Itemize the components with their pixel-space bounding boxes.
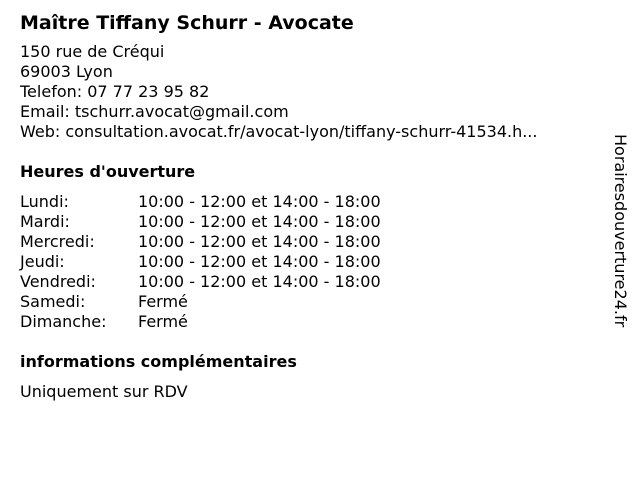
day-hours: Fermé [138, 292, 188, 311]
day-hours: 10:00 - 12:00 et 14:00 - 18:00 [138, 272, 381, 291]
page-title: Maître Tiffany Schurr - Avocate [20, 12, 354, 34]
additional-info-text: Uniquement sur RDV [20, 382, 188, 401]
day-label: Jeudi: [20, 252, 65, 271]
opening-hours-table [20, 192, 610, 332]
hours-row-monday [20, 192, 610, 212]
day-hours: Fermé [138, 312, 188, 331]
hours-row-thursday [20, 252, 610, 272]
web-label: Web: [20, 122, 61, 141]
business-card [20, 10, 610, 402]
phone-number[interactable]: 07 77 23 95 82 [87, 82, 210, 101]
hours-row-sunday [20, 312, 610, 332]
hours-row-tuesday [20, 212, 610, 232]
day-label: Mardi: [20, 212, 70, 231]
day-label: Vendredi: [20, 272, 96, 291]
phone-line [20, 82, 610, 102]
day-hours: 10:00 - 12:00 et 14:00 - 18:00 [138, 232, 381, 251]
phone-label: Telefon: [20, 82, 83, 101]
day-label: Mercredi: [20, 232, 95, 251]
hours-row-friday [20, 272, 610, 292]
web-line [20, 122, 592, 142]
address-street: 150 rue de Créqui [20, 42, 165, 61]
hours-row-wednesday [20, 232, 610, 252]
opening-hours-heading: Heures d'ouverture [20, 162, 196, 181]
address-city: 69003 Lyon [20, 62, 113, 81]
day-label: Dimanche: [20, 312, 107, 331]
day-label: Samedi: [20, 292, 86, 311]
email-link[interactable]: tschurr.avocat@gmail.com [74, 102, 289, 121]
day-label: Lundi: [20, 192, 69, 211]
day-hours: 10:00 - 12:00 et 14:00 - 18:00 [138, 252, 381, 271]
email-label: Email: [20, 102, 70, 121]
day-hours: 10:00 - 12:00 et 14:00 - 18:00 [138, 212, 381, 231]
web-link[interactable]: consultation.avocat.fr/avocat-lyon/tiffany-schurr-41534.h... [65, 122, 538, 141]
hours-row-saturday [20, 292, 610, 312]
day-hours: 10:00 - 12:00 et 14:00 - 18:00 [138, 192, 381, 211]
email-line [20, 102, 610, 122]
site-brand-vertical[interactable]: Horairesdouverture24.fr [611, 134, 630, 328]
additional-info-heading: informations complémentaires [20, 352, 297, 371]
